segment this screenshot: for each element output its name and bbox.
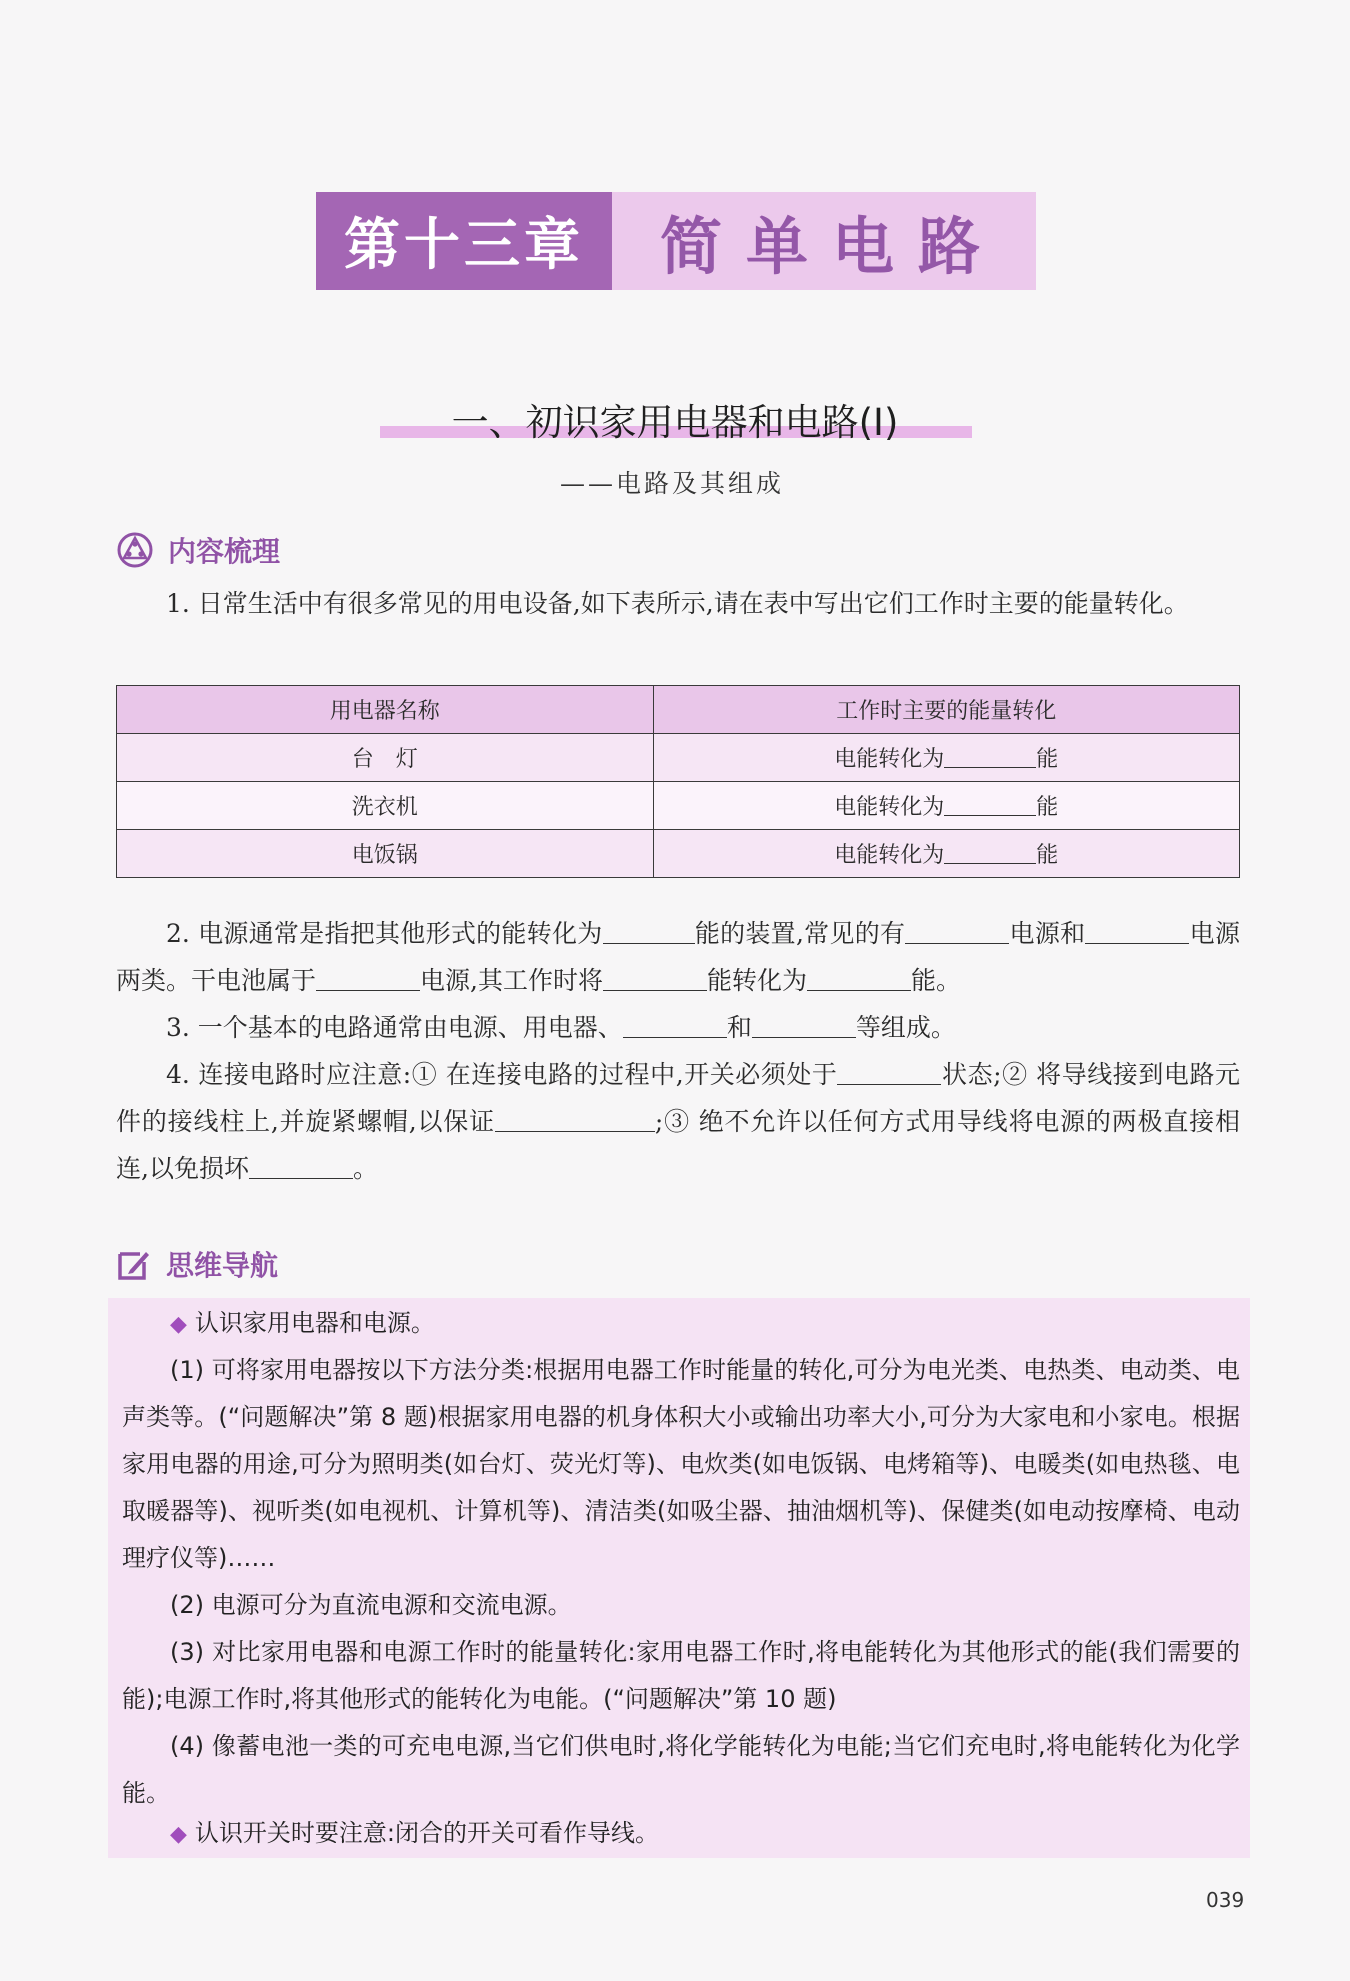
table-row xyxy=(117,830,1240,878)
energy-cell: 电能转化为 能 xyxy=(653,734,1240,782)
answer-blank[interactable] xyxy=(944,793,1036,816)
answer-blank[interactable] xyxy=(316,964,420,991)
answer-blank[interactable] xyxy=(623,1011,727,1038)
question-3: 3. 一个基本的电路通常由电源、用电器、 和 等组成。 xyxy=(166,1013,956,1042)
guide-paragraph-4: (4) 像蓄电池一类的可充电电源,当它们供电时,将化学能转化为电能;当它们充电时,将电能转化为化学能。 xyxy=(122,1732,1240,1807)
guide-paragraph-3: (3) 对比家用电器和电源工作时的能量转化:家用电器工作时,将电能转化为其他形式的能(我们需要的能);电源工作时,将其他形式的能转化为电能。(“问题解决”第 10 题) xyxy=(122,1638,1240,1713)
question-2: 2. 电源通常是指把其他形式的能转化为 能的装置,常见的有 电源和 电源两类。干电池属于 电源,其工作时将 能转化为 能。 xyxy=(116,919,1240,995)
energy-cell: 电能转化为 能 xyxy=(653,830,1240,878)
section-title: 一、初识家用电器和电路(Ⅰ) xyxy=(451,401,899,444)
energy-conversion-table xyxy=(116,685,1240,878)
answer-blank[interactable] xyxy=(807,964,911,991)
answer-blank[interactable] xyxy=(752,1011,856,1038)
diamond-bullet-icon: ◆ xyxy=(170,1822,187,1847)
energy-cell: 电能转化为 能 xyxy=(653,782,1240,830)
heading-thinking-nav xyxy=(116,1242,278,1286)
guide-bullet-2: ◆ 认识开关时要注意:闭合的开关可看作导线。 xyxy=(170,1819,660,1847)
heading-label: 思维导航 xyxy=(166,1249,279,1282)
answer-blank[interactable] xyxy=(495,1105,655,1132)
column-header: 工作时主要的能量转化 xyxy=(653,686,1240,734)
answer-blank[interactable] xyxy=(905,917,1009,944)
answer-blank[interactable] xyxy=(944,745,1036,768)
answer-blank[interactable] xyxy=(944,841,1036,864)
appliance-name: 台 灯 xyxy=(117,734,654,782)
heading-content-review xyxy=(116,528,280,572)
chapter-number: 第十三章 xyxy=(316,192,612,290)
table-row xyxy=(117,782,1240,830)
answer-blank[interactable] xyxy=(837,1058,941,1085)
guide-paragraph-2: (2) 电源可分为直流电源和交流电源。 xyxy=(170,1591,572,1619)
question-4: 4. 连接电路时应注意:① 在连接电路的过程中,开关必须处于 状态;② 将导线接到电路元件的接线柱上,并旋紧螺帽,以保证 ;③ 绝不允许以任何方式用导线将电源的两极直接相连,以免损坏 。 xyxy=(116,1060,1240,1183)
answer-blank[interactable] xyxy=(1085,917,1189,944)
guide-paragraph-1: (1) 可将家用电器按以下方法分类:根据用电器工作时能量的转化,可分为电光类、电热类、电动类、电声类等。(“问题解决”第 8 题)根据家用电器的机身体积大小或输出功率大小,可分为大家电和小家电。根据家用电器的用途,可分为照明类(如台灯、荧光灯等)、电炊类(如电饭锅、电烤箱等)、电暖类(如电热毯、电取暖器等)、视听类(如电视机、计算机等)、清洁类(如吸尘器、抽油烟机等)、保健类(如电动按摩椅、电动理疗仪等)…… xyxy=(122,1356,1240,1572)
answer-blank[interactable] xyxy=(249,1152,353,1179)
table-header-row xyxy=(117,686,1240,734)
appliance-name: 洗衣机 xyxy=(117,782,654,830)
table-row xyxy=(117,734,1240,782)
heading-label: 内容梳理 xyxy=(168,535,281,568)
pencil-note-icon xyxy=(116,1246,152,1282)
section-subtitle: ——电路及其组成 xyxy=(560,469,785,498)
page-number: 039 xyxy=(1206,1888,1245,1912)
column-header: 用电器名称 xyxy=(117,686,654,734)
answer-blank[interactable] xyxy=(603,917,695,944)
chapter-title: 简单电路 xyxy=(660,209,1005,283)
appliance-name: 电饭锅 xyxy=(117,830,654,878)
question-1: 1. 日常生活中有很多常见的用电设备,如下表所示,请在表中写出它们工作时主要的能量转化。 xyxy=(166,589,1189,618)
answer-blank[interactable] xyxy=(603,964,707,991)
guide-bullet-1: ◆ 认识家用电器和电源。 xyxy=(170,1309,435,1337)
triangle-circle-icon xyxy=(116,531,154,569)
diamond-bullet-icon: ◆ xyxy=(170,1312,187,1337)
